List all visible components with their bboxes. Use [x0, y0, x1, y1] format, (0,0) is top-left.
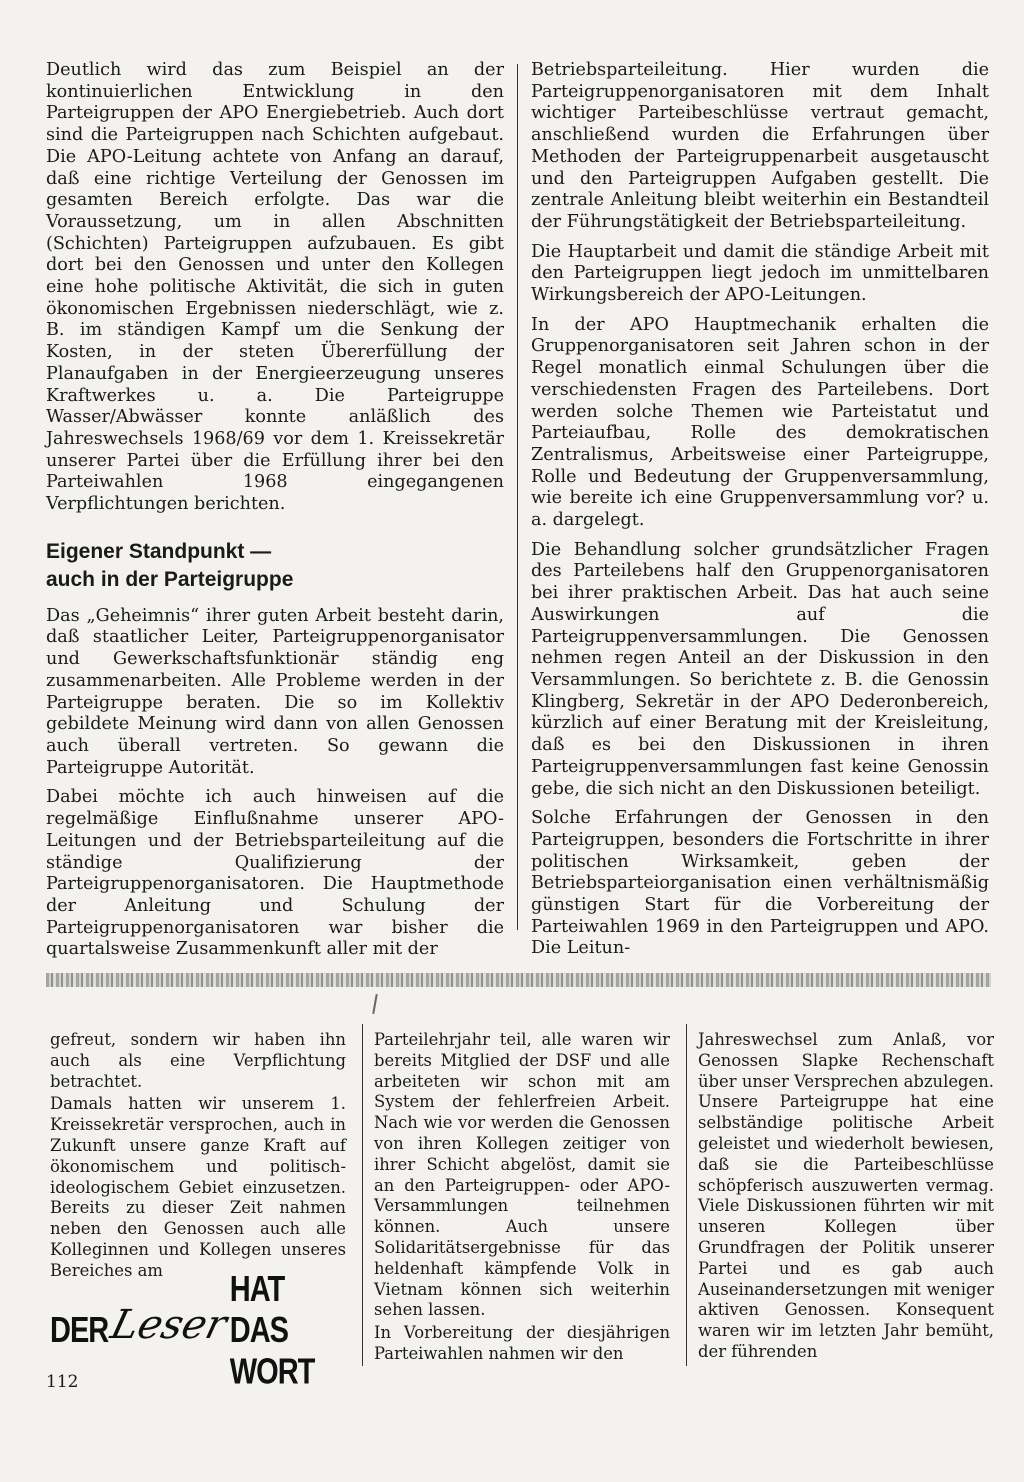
right-paragraph-1: Betriebsparteileitung. Hier wurden die Parteigruppenorganisatoren mit dem Inhalt wichtiger Parteibeschlüsse vertraut gemacht, anschließend wurden die Erfahrungen über Methoden der Parteigruppenarbeit ausgetauscht und den Parteigruppen Aufgaben gestellt. Die zentrale Anleitung bleibt weiterhin ein Bestandteil der Führungstätigkeit der Betriebsparteileitung.	[531, 60, 989, 232]
section-separator-band	[46, 973, 991, 987]
logo-text-hat-das-wort: HAT DAS WORT	[229, 1269, 315, 1392]
left-column	[46, 60, 504, 969]
right-paragraph-4: Die Behandlung solcher grundsätzlicher Fragen des Parteilebens half den Gruppenorganisatoren bei ihrer praktischen Arbeit. Das hat auch seine Auswirkungen auf die Parteigruppenversammlungen. Die Genossen nehmen regen Anteil an der Diskussion in den Versammlungen. So berichtete z. B. die Genossin Klingberg, Sekretär in der APO Dederonbereich, kürzlich auf einer Beratung mit der Kreisleitung, daß es bei den Diskussionen in ihren Parteigruppenversammlungen fast keine Genossin gebe, die sich nicht an den Diskussionen beteiligt.	[531, 539, 989, 799]
section-heading	[46, 538, 504, 594]
page-number: 112	[46, 1372, 79, 1392]
bottom-column-divider-2	[686, 1024, 687, 1366]
left-paragraph-3: Dabei möchte ich auch hinweisen auf die regelmäßige Einflußnahme unserer APO-Leitungen und der Betriebsparteileitung auf die ständige Qualifizierung der Parteigruppenorganisatoren. Die Hauptmethode der Anleitung und Schulung der Parteigruppenorganisatoren war bisher die quartalsweise Zusammenkunft aller mit der	[46, 787, 504, 960]
printing-mark	[372, 994, 377, 1014]
section-heading-line-2: auch in der Parteigruppe	[46, 567, 294, 591]
left-paragraph-2: Das „Geheimnis“ ihrer guten Arbeit besteht darin, daß staatlicher Leiter, Parteigruppenorganisator und Gewerkschaftsfunktionär ständig eng zusammenarbeiten. Alle Probleme werden in der Parteigruppe beraten. Die so im Kollektiv gebildete Meinung wird dann von allen Genossen auch überall vertreten. So gewann die Parteigruppe Autorität.	[46, 605, 504, 778]
section-heading-line-1: Eigener Standpunkt —	[46, 539, 272, 563]
right-paragraph-2: Die Hauptarbeit und damit die ständige Arbeit mit den Parteigruppen liegt jedoch im unmittelbaren Wirkungsbereich der APO-Leitungen.	[531, 241, 989, 306]
bottom-col3-paragraph-1: Jahreswechsel zum Anlaß, vor Genossen Slapke Rechenschaft über unser Versprechen abzulegen. Unsere Parteigruppe hat eine selbständige politische Arbeit geleistet und wiederholt bewiesen, daß sie die Parteibeschlüsse schöpferisch auszuwerten vermag. Viele Diskussionen führten wir mit unseren Kollegen über Grundfragen der Politik unserer Partei und es gab auch Auseinandersetzungen mit weniger aktiven Genossen. Konsequent waren wir im letzten Jahr bemüht, der führenden	[698, 1030, 994, 1361]
column-divider	[517, 64, 518, 930]
right-column	[531, 60, 989, 968]
logo-text-der: DER	[50, 1310, 109, 1351]
bottom-column-divider-1	[362, 1024, 363, 1366]
right-paragraph-3: In der APO Hauptmechanik erhalten die Gruppenorganisatoren seit Jahren schon in der Regel monatlich einmal Schulungen über die verschiedensten Fragen des Parteilebens. Dort werden solche Themen wie Parteistatut und Parteiaufbau, Rolle des demokratischen Zentralismus, Arbeitsweise einer Parteigruppe, Rolle und Bedeutung der Gruppenversammlung, wie bereite ich eine Gruppenversammlung vor? u. a. dargelegt.	[531, 314, 989, 531]
bottom-column-1	[50, 1030, 346, 1284]
bottom-col2-paragraph-1: Parteilehrjahr teil, alle waren wir bereits Mitglied der DSF und alle arbeiteten wir schon mit am System der fehlerfreien Arbeit. Nach wie vor werden die Genossen von ihren Kollegen zeitiger von ihrer Schicht abgelöst, damit sie an den Parteigruppen- oder APO-Versammlungen teilnehmen können. Auch unsere Solidaritätsergebnisse für das heldenhaft kämpfende Volk in Vietnam können sich weiterhin sehen lassen.	[374, 1030, 670, 1320]
left-paragraph-1: Deutlich wird das zum Beispiel an der kontinuierlichen Entwicklung in den Parteigruppen der APO Energiebetrieb. Auch dort sind die Parteigruppen nach Schichten aufgebaut. Die APO-Leitung achtete von Anfang an darauf, daß eine richtige Verteilung der Genossen im gesamten Bereich erfolgte. Das war die Voraussetzung, um in allen Abschnitten (Schichten) Parteigruppen aufzubauen. Es gibt dort bei den Genossen und unter den Kollegen eine hohe politische Aktivität, die sich in guten ökonomischen Ergebnissen niederschlägt, wie z. B. im ständigen Kampf um die Senkung der Kosten, in der steten Übererfüllung der Planaufgaben in der Energieerzeugung unseres Kraftwerkes u. a. Die Parteigruppe Wasser/Abwässer konnte anläßlich des Jahreswechsels 1968/69 vor dem 1. Kreissekretär unserer Partei über die Erfüllung ihrer bei den Parteiwahlen 1968 eingegangenen Verpflichtungen berichten.	[46, 60, 504, 515]
logo-script-leser: Leser	[106, 1302, 232, 1348]
bottom-col2-paragraph-2: In Vorbereitung der diesjährigen Parteiwahlen nahmen wir den	[374, 1323, 670, 1363]
bottom-column-3	[698, 1030, 994, 1365]
bottom-column-2	[374, 1030, 670, 1367]
bottom-col1-paragraph-2: Damals hatten wir unserem 1. Kreissekretär versprochen, auch in Zukunft unsere ganze Kraft auf ökonomischem und politisch-ideologischem Gebiet einzusetzen. Bereits zu dieser Zeit nahmen neben den Genossen auch alle Kolleginnen und Kollegen unseres Bereiches am	[50, 1094, 346, 1280]
bottom-col1-paragraph-1: gefreut, sondern wir haben ihn auch als eine Verpflichtung betrachtet.	[50, 1030, 346, 1091]
right-paragraph-5: Solche Erfahrungen der Genossen in den Parteigruppen, besonders die Fortschritte in ihrer politischen Wirksamkeit, geben der Betriebsparteiorganisation einen verhältnismäßig günstigen Start für die Vorbereitung der Parteiwahlen 1969 in den Parteigruppen und APO. Die Leitun-	[531, 808, 989, 959]
